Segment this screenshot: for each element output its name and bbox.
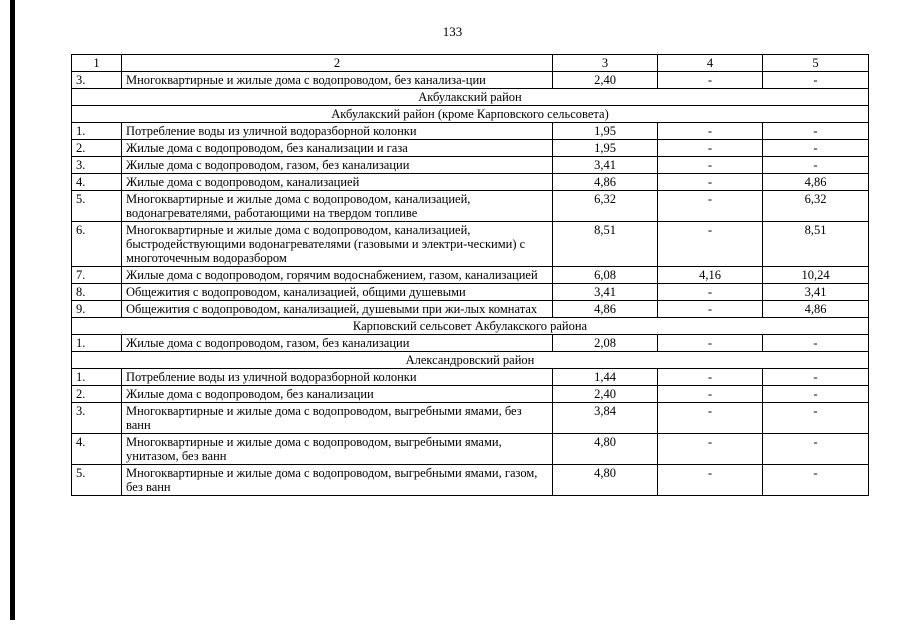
table-row — [72, 335, 869, 352]
row-description: Жилые дома с водопроводом, газом, без канализации — [122, 157, 553, 174]
value-col-5: - — [763, 140, 869, 157]
value-col-3: 6,32 — [553, 191, 658, 222]
value-col-4: - — [658, 140, 763, 157]
table-row — [72, 434, 869, 465]
table-row — [72, 403, 869, 434]
tariff-table — [71, 54, 869, 496]
value-col-5: 10,24 — [763, 267, 869, 284]
value-col-5: - — [763, 434, 869, 465]
row-description: Многоквартирные и жилые дома с водопроводом, выгребными ямами, унитазом, без ванн — [122, 434, 553, 465]
row-description: Жилые дома с водопроводом, без канализации и газа — [122, 140, 553, 157]
row-number: 9. — [72, 301, 122, 318]
row-description: Общежития с водопроводом, канализацией, общими душевыми — [122, 284, 553, 301]
section-title: Акбулакский район — [72, 89, 869, 106]
value-col-5: - — [763, 386, 869, 403]
row-number: 3. — [72, 157, 122, 174]
table-row — [72, 72, 869, 89]
header-cell-5: 5 — [763, 55, 869, 72]
table-row — [72, 222, 869, 267]
row-number: 2. — [72, 140, 122, 157]
value-col-3: 1,44 — [553, 369, 658, 386]
value-col-5: - — [763, 403, 869, 434]
header-cell-1: 1 — [72, 55, 122, 72]
row-description: Многоквартирные и жилые дома с водопроводом, выгребными ямами, газом, без ванн — [122, 465, 553, 496]
value-col-4: - — [658, 222, 763, 267]
value-col-3: 4,80 — [553, 434, 658, 465]
table-row — [72, 140, 869, 157]
table-row — [72, 465, 869, 496]
table-body — [72, 55, 869, 496]
value-col-5: 6,32 — [763, 191, 869, 222]
value-col-5: - — [763, 123, 869, 140]
section-title: Акбулакский район (кроме Карповского сельсовета) — [72, 106, 869, 123]
value-col-4: - — [658, 434, 763, 465]
value-col-4: - — [658, 191, 763, 222]
table-row — [72, 284, 869, 301]
table-row — [72, 191, 869, 222]
row-description: Многоквартирные и жилые дома с водопроводом, выгребными ямами, без ванн — [122, 403, 553, 434]
value-col-3: 3,41 — [553, 157, 658, 174]
value-col-4: 4,16 — [658, 267, 763, 284]
value-col-4: - — [658, 465, 763, 496]
value-col-4: - — [658, 72, 763, 89]
row-number: 8. — [72, 284, 122, 301]
value-col-5: - — [763, 369, 869, 386]
row-description: Потребление воды из уличной водоразборной колонки — [122, 123, 553, 140]
row-description: Многоквартирные и жилые дома с водопроводом, канализацией, водонагревателями, работающими на твердом топливе — [122, 191, 553, 222]
value-col-4: - — [658, 174, 763, 191]
table-row — [72, 123, 869, 140]
page-number: 133 — [442, 24, 463, 39]
value-col-5: 4,86 — [763, 174, 869, 191]
value-col-5: 4,86 — [763, 301, 869, 318]
page-edge-bar — [10, 0, 15, 620]
section-title: Карповский сельсовет Акбулакского района — [72, 318, 869, 335]
section-title: Александровский район — [72, 352, 869, 369]
value-col-5: 3,41 — [763, 284, 869, 301]
section-row — [72, 106, 869, 123]
value-col-3: 2,08 — [553, 335, 658, 352]
value-col-4: - — [658, 369, 763, 386]
table-row — [72, 174, 869, 191]
table-row — [72, 267, 869, 284]
value-col-5: - — [763, 465, 869, 496]
section-row — [72, 318, 869, 335]
value-col-3: 6,08 — [553, 267, 658, 284]
row-description: Жилые дома с водопроводом, горячим водоснабжением, газом, канализацией — [122, 267, 553, 284]
table-row — [72, 157, 869, 174]
value-col-3: 4,86 — [553, 174, 658, 191]
value-col-4: - — [658, 284, 763, 301]
value-col-3: 3,41 — [553, 284, 658, 301]
row-number: 1. — [72, 369, 122, 386]
value-col-4: - — [658, 335, 763, 352]
header-cell-3: 3 — [553, 55, 658, 72]
row-number: 4. — [72, 434, 122, 465]
section-row — [72, 352, 869, 369]
value-col-4: - — [658, 301, 763, 318]
section-row — [72, 89, 869, 106]
value-col-5: - — [763, 335, 869, 352]
value-col-3: 3,84 — [553, 403, 658, 434]
header-cell-2: 2 — [122, 55, 553, 72]
table-row — [72, 386, 869, 403]
row-number: 2. — [72, 386, 122, 403]
value-col-4: - — [658, 123, 763, 140]
value-col-4: - — [658, 157, 763, 174]
value-col-5: - — [763, 157, 869, 174]
row-description: Многоквартирные и жилые дома с водопроводом, без канализа-ции — [122, 72, 553, 89]
value-col-3: 4,80 — [553, 465, 658, 496]
value-col-5: - — [763, 72, 869, 89]
value-col-3: 4,86 — [553, 301, 658, 318]
row-number: 5. — [72, 191, 122, 222]
header-row — [72, 55, 869, 72]
row-description: Жилые дома с водопроводом, газом, без канализации — [122, 335, 553, 352]
row-number: 4. — [72, 174, 122, 191]
row-description: Общежития с водопроводом, канализацией, душевыми при жи-лых комнатах — [122, 301, 553, 318]
row-description: Жилые дома с водопроводом, без канализации — [122, 386, 553, 403]
value-col-3: 1,95 — [553, 140, 658, 157]
row-description: Потребление воды из уличной водоразборной колонки — [122, 369, 553, 386]
row-number: 1. — [72, 335, 122, 352]
row-description: Жилые дома с водопроводом, канализацией — [122, 174, 553, 191]
table-row — [72, 369, 869, 386]
value-col-4: - — [658, 386, 763, 403]
header-cell-4: 4 — [658, 55, 763, 72]
row-number: 7. — [72, 267, 122, 284]
row-number: 6. — [72, 222, 122, 267]
value-col-5: 8,51 — [763, 222, 869, 267]
row-number: 3. — [72, 403, 122, 434]
row-number: 1. — [72, 123, 122, 140]
value-col-3: 1,95 — [553, 123, 658, 140]
value-col-3: 2,40 — [553, 72, 658, 89]
table-row — [72, 301, 869, 318]
value-col-3: 2,40 — [553, 386, 658, 403]
value-col-4: - — [658, 403, 763, 434]
value-col-3: 8,51 — [553, 222, 658, 267]
row-number: 3. — [72, 72, 122, 89]
row-number: 5. — [72, 465, 122, 496]
row-description: Многоквартирные и жилые дома с водопроводом, канализацией, быстродействующими водонагревателями (газовыми и электри-ческими) с многоточечным водоразбором — [122, 222, 553, 267]
